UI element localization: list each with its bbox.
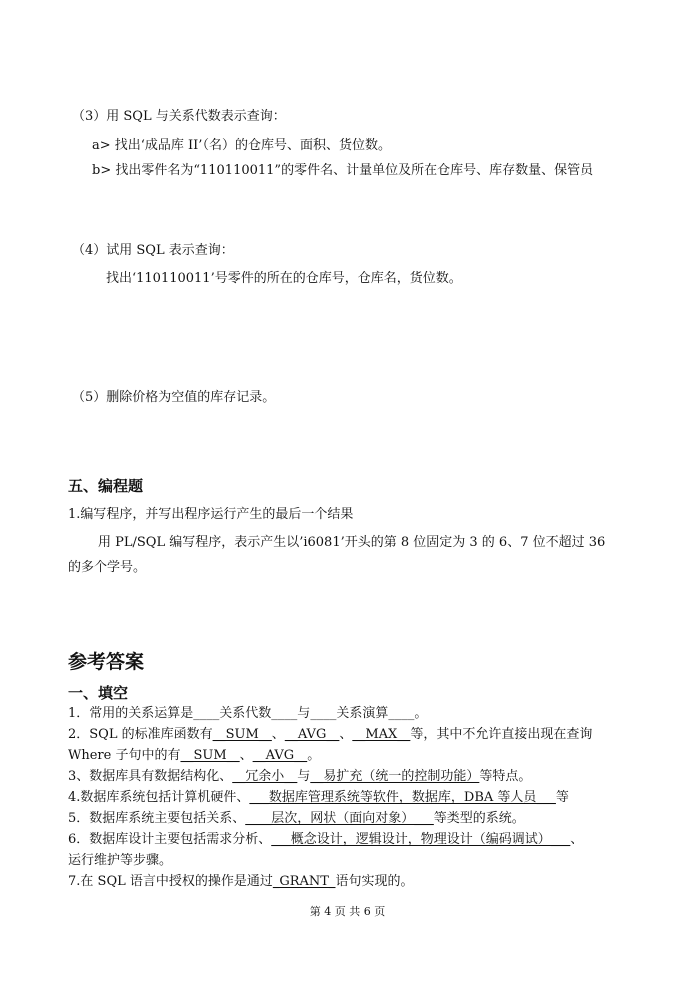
answer-text: 3、数据库具有数据结构化、 (68, 769, 233, 784)
q3-title: （3）用 SQL 与关系代数表示查询： (72, 109, 286, 124)
answer-text: 、 (570, 832, 584, 847)
page-footer: 第 4 页 共 6 页 (309, 905, 386, 918)
answer-text: 等特点。 (479, 769, 532, 784)
q3-b: b> 找出零件名为“110110011”的零件名、计量单位及所在仓库号、库存数量、保管员 (92, 163, 594, 178)
answer-blank: __SUM__ (180, 748, 240, 763)
answer-text: 、 (239, 748, 253, 763)
answer-text: 与 (297, 706, 311, 721)
answer-blank: __SUM__ (212, 727, 272, 742)
answer-blank: ___数据库管理系统等软件，数据库，DBA 等人员___ (249, 790, 556, 805)
answer-text: 等 (555, 790, 569, 805)
answer-text: Where 子句中的有 (68, 748, 181, 763)
answer-line-4 (68, 768, 531, 786)
answer-line-9 (68, 873, 414, 891)
q5-title: （5）删除价格为空值的库存记录。 (72, 390, 276, 405)
answer-blank: __冗余小__ (232, 769, 298, 784)
answer-blank: _GRANT_ (272, 874, 336, 889)
section5-heading: 五、编程题 (68, 477, 144, 495)
answer-blank: ____关系演算____ (310, 706, 415, 721)
answer-blank: __AVG__ (252, 748, 308, 763)
section5-desc-line2: 的多个学号。 (68, 560, 147, 575)
answer-blank: __AVG__ (284, 727, 340, 742)
answer-text: 、 (339, 727, 353, 742)
answer-text: 等类型的系统。 (433, 811, 525, 826)
answer-text: 2．SQL 的标准库函数有 (68, 727, 213, 742)
answer-blank: __MAX__ (352, 727, 411, 742)
answer-text: 1．常用的关系运算是 (68, 706, 194, 721)
section5-item1: 1.编写程序，并写出程序运行产生的最后一个结果 (68, 507, 354, 522)
answer-text: 6．数据库设计主要包括需求分析、 (68, 832, 272, 847)
answer-text: 语句实现的。 (335, 874, 414, 889)
answer-text: 5．数据库系统主要包括关系、 (68, 811, 246, 826)
answer-blank: ____关系代数____ (193, 706, 298, 721)
q4-title: （4）试用 SQL 表示查询： (72, 243, 234, 258)
answer-text: 7.在 SQL 语言中授权的操作是通过 (68, 874, 273, 889)
answer-line-8: 运行维护等步骤。 (68, 853, 173, 868)
answer-text: 。 (307, 748, 321, 763)
answer-text: 等，其中不允许直接出现在查询 (410, 727, 593, 742)
answers-subheading: 一、填空 (68, 684, 129, 702)
answer-line-7 (68, 831, 583, 849)
answer-text: 。 (414, 706, 428, 721)
answer-blank: __易扩充（统一的控制功能） (310, 769, 480, 784)
answer-blank: ___概念设计，逻辑设计，物理设计（编码调试）___ (271, 832, 571, 847)
answer-text: 与 (297, 769, 311, 784)
answers-heading: 参考答案 (68, 651, 145, 673)
answer-line-2 (68, 726, 592, 744)
q4-text: 找出‘110110011’号零件的所在的仓库号，仓库名，货位数。 (106, 271, 462, 286)
answer-text: 、 (271, 727, 285, 742)
answer-blank: ____层次，网状（面向对象）___ (245, 811, 434, 826)
answer-line-5 (68, 789, 569, 807)
answer-line-1 (68, 705, 427, 723)
answer-line-3 (68, 747, 320, 765)
answer-text: 4.数据库系统包括计算机硬件、 (68, 790, 250, 805)
answer-line-6 (68, 810, 525, 828)
q3-a: a> 找出‘成品库 II’（名）的仓库号、面积、货位数。 (92, 138, 391, 153)
section5-desc-line1: 用 PL/SQL 编写程序，表示产生以’i6081’开头的第 8 位固定为 3 的 6、7 位不超过 36 (98, 535, 606, 550)
